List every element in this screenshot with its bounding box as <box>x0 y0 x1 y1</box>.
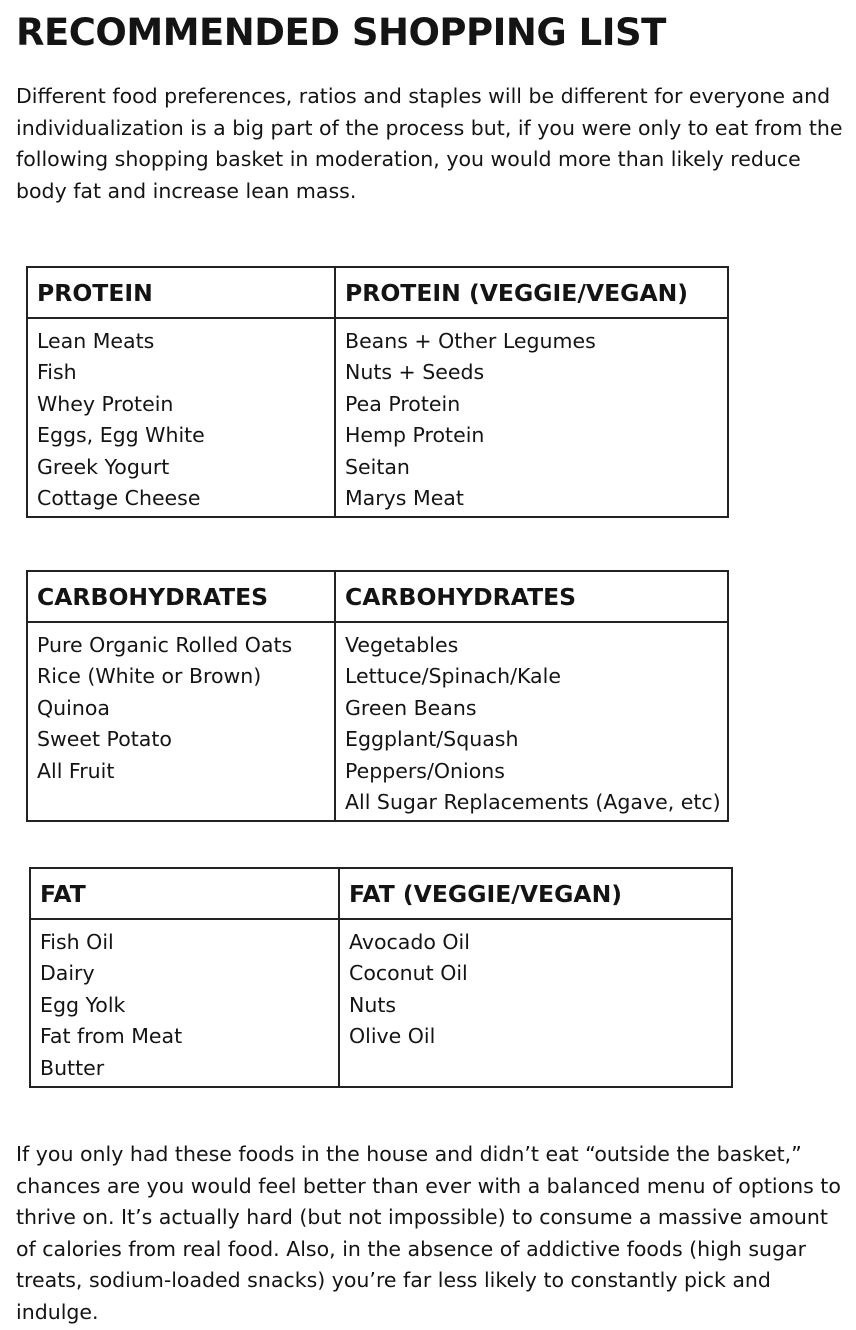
closing-paragraph: If you only had these foods in the house and didn’t eat “outside the basket,” chances are you would feel better than ever with a balanced menu of options to thrive on. It’s actually hard (but not impossible) to consume a massive amount of calories from real food. Also, in the absence of addictive foods (high sugar treats, sodium-loaded snacks) you’re far less likely to constantly pick and indulge. <box>16 1142 841 1324</box>
list-item: Quinoa <box>37 695 110 720</box>
protein-table <box>26 266 729 518</box>
list-item: Fish Oil <box>40 930 114 954</box>
fat-table <box>29 867 733 1088</box>
list-item: Nuts + Seeds <box>345 360 485 385</box>
list-item: Eggs, Egg White <box>37 423 205 448</box>
list-item: Egg Yolk <box>40 992 126 1017</box>
list-item: Nuts <box>349 992 397 1017</box>
fat-veggie-header: FAT (VEGGIE/VEGAN) <box>339 868 732 919</box>
list-item: Seitan <box>345 454 410 479</box>
list-item: Eggplant/Squash <box>345 727 519 752</box>
list-item: Fish <box>37 360 77 385</box>
carbohydrates-table <box>26 570 729 822</box>
protein-header: PROTEIN <box>27 267 335 318</box>
list-item: Vegetables <box>345 633 459 657</box>
list-item: Greek Yogurt <box>37 454 170 479</box>
list-item: Hemp Protein <box>345 423 485 448</box>
list-item: All Sugar Replacements (Agave, etc) <box>345 789 721 814</box>
fat-veggie-list <box>339 919 732 1087</box>
list-item: Butter <box>40 1055 105 1080</box>
list-item: Avocado Oil <box>349 930 470 954</box>
protein-veggie-header: PROTEIN (VEGGIE/VEGAN) <box>335 267 728 318</box>
list-item: Cottage Cheese <box>37 485 201 510</box>
list-item: Dairy <box>40 961 95 986</box>
intro-paragraph: Different food preferences, ratios and staples will be different for everyone and individualization is a big part of the process but, if you were only to eat from the following shopping basket in moderation, you would more than likely reduce body fat and increase lean mass. <box>16 84 843 203</box>
carbohydrates-header: CARBOHYDRATES <box>27 571 335 622</box>
list-item: Sweet Potato <box>37 727 172 752</box>
list-item: Rice (White or Brown) <box>37 664 262 689</box>
carbohydrates-vegetables-list <box>335 622 728 821</box>
list-item: Pure Organic Rolled Oats <box>37 633 293 657</box>
fat-header: FAT <box>30 868 339 919</box>
fat-list <box>30 919 339 1087</box>
protein-veggie-list <box>335 318 728 517</box>
list-item: Coconut Oil <box>349 961 468 986</box>
carbohydrates-list <box>27 622 335 821</box>
protein-list <box>27 318 335 517</box>
list-item: Whey Protein <box>37 391 174 416</box>
list-item: Marys Meat <box>345 485 464 510</box>
list-item: Beans + Other Legumes <box>345 329 596 353</box>
list-item: Green Beans <box>345 695 477 720</box>
list-item: Pea Protein <box>345 391 461 416</box>
list-item: Fat from Meat <box>40 1024 183 1049</box>
page-title: RECOMMENDED SHOPPING LIST <box>16 11 666 54</box>
list-item: Lettuce/Spinach/Kale <box>345 664 561 689</box>
list-item: All Fruit <box>37 758 115 783</box>
list-item: Peppers/Onions <box>345 758 505 783</box>
list-item: Olive Oil <box>349 1024 436 1049</box>
list-item: Lean Meats <box>37 329 155 353</box>
carbohydrates-vegetables-header: CARBOHYDRATES <box>335 571 728 622</box>
